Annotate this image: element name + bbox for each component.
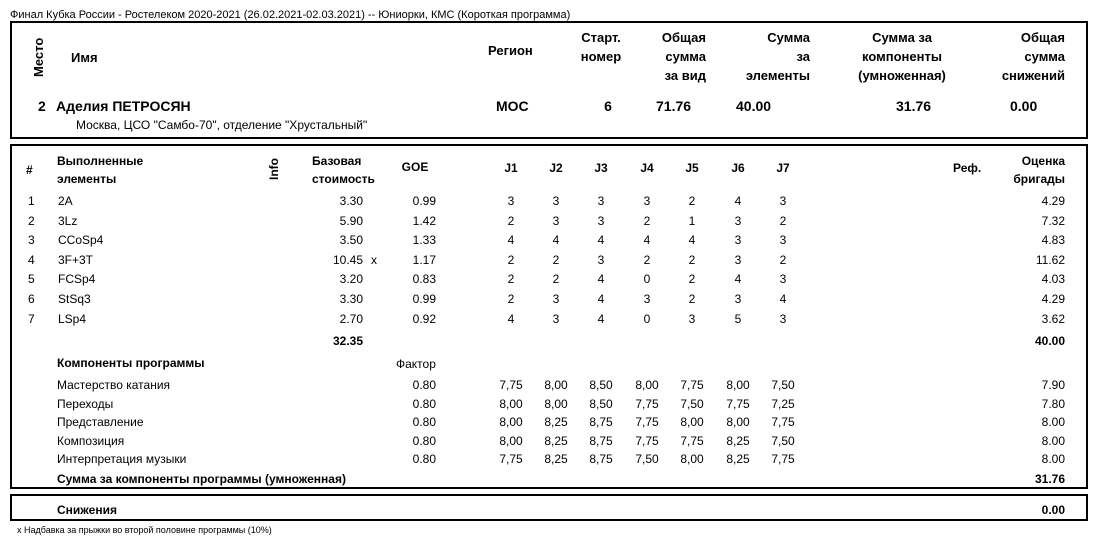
total-header: Общая сумма за вид [661, 30, 706, 83]
elements-sum-header: Сумма за элементы [745, 30, 810, 83]
skater-components: 31.76 [896, 98, 932, 114]
j6-header: J6 [731, 161, 745, 175]
element-number: 3 [28, 233, 35, 248]
elements-header: Выполненные элементы [57, 154, 144, 186]
element-judge-score: 4 [597, 292, 605, 306]
element-code: LSp4 [58, 311, 87, 326]
element-code: FCSp4 [58, 272, 96, 287]
element-base-value: 3.20 [339, 272, 363, 287]
element-goe: 1.33 [412, 233, 436, 248]
element-base-value: 10.45 [332, 252, 363, 267]
element-goe: 0.83 [412, 272, 436, 287]
element-judge-score: 3 [779, 311, 787, 326]
element-panel-score: 11.62 [1035, 252, 1065, 267]
skater-place: 2 [38, 98, 46, 114]
element-panel-score: 4.29 [1041, 194, 1065, 208]
element-judge-score: 4 [597, 233, 605, 248]
component-judge-score: 7,75 [499, 378, 523, 392]
element-number: 6 [28, 292, 35, 306]
element-judge-score: 3 [734, 213, 742, 228]
element-base-value: 3.50 [339, 233, 363, 248]
base-value-total: 32.35 [332, 334, 363, 348]
component-judge-score: 7,75 [680, 433, 704, 448]
element-judge-score: 2 [779, 252, 787, 267]
component-judge-score: 8,50 [589, 378, 613, 392]
element-judge-score: 3 [507, 194, 515, 208]
factor-header: Фактор [396, 357, 436, 371]
component-judge-score: 7,50 [635, 452, 659, 467]
component-judge-score: 8,00 [680, 452, 704, 467]
element-judge-score: 4 [552, 233, 560, 248]
element-judge-score: 4 [597, 311, 605, 326]
element-judge-score: 4 [507, 311, 515, 326]
element-judge-score: 4 [597, 272, 605, 287]
component-judge-score: 8,00 [726, 378, 750, 392]
element-judge-score: 5 [734, 311, 742, 326]
info-header: Info [267, 158, 281, 180]
component-judge-score: 8,75 [589, 452, 613, 467]
element-goe: 1.17 [412, 252, 436, 267]
element-number: 4 [28, 252, 35, 267]
element-judge-score: 2 [507, 272, 515, 287]
footnote: x Надбавка за прыжки во второй половине программы (10%) [17, 525, 272, 535]
element-code: 3F+3T [58, 252, 94, 267]
j3-header: J3 [594, 161, 608, 175]
element-judge-score: 2 [507, 252, 515, 267]
element-base-value: 5.90 [339, 213, 363, 228]
element-judge-score: 0 [643, 311, 651, 326]
element-goe: 0.99 [412, 292, 436, 306]
component-judge-score: 7,75 [771, 415, 795, 430]
skater-deductions: 0.00 [1010, 98, 1038, 114]
element-judge-score: 3 [779, 272, 787, 287]
element-goe: 0.99 [412, 194, 436, 208]
component-judge-score: 8,00 [499, 415, 523, 430]
component-name: Интерпретация музыки [57, 452, 187, 467]
component-judge-score: 8,25 [726, 433, 750, 448]
element-code: 3Lz [58, 213, 78, 228]
start-header: Старт. номер [580, 30, 622, 64]
element-judge-score: 2 [552, 252, 560, 267]
element-judge-score: 3 [734, 233, 742, 248]
num-header: # [26, 163, 33, 177]
element-judge-score: 4 [779, 292, 787, 306]
component-judge-score: 7,75 [680, 378, 704, 392]
base-value-header: Базовая стоимость [312, 154, 375, 186]
element-judge-score: 2 [688, 252, 696, 267]
component-judge-score: 8,00 [680, 415, 704, 430]
component-judge-score: 8,25 [726, 452, 750, 467]
element-panel-score: 4.03 [1041, 272, 1065, 287]
element-judge-score: 3 [597, 213, 605, 228]
skater-elements: 40.00 [736, 98, 772, 114]
component-judge-score: 8,25 [544, 452, 568, 467]
component-factor: 0.80 [412, 378, 436, 392]
element-judge-score: 2 [779, 213, 787, 228]
element-panel-score: 4.29 [1041, 292, 1065, 306]
name-header: Имя [71, 50, 98, 65]
element-judge-score: 2 [507, 292, 515, 306]
component-judge-score: 7,75 [726, 396, 750, 411]
component-factor: 0.80 [412, 452, 436, 467]
components-sum-header: Сумма за компоненты (умноженная) [858, 30, 946, 83]
components-header: Компоненты программы [57, 356, 205, 370]
element-judge-score: 2 [688, 292, 696, 306]
component-judge-score: 8,00 [726, 415, 750, 430]
element-base-value: 3.30 [339, 194, 363, 208]
element-judge-score: 3 [597, 252, 605, 267]
component-judge-score: 8,25 [544, 415, 568, 430]
element-code: 2A [58, 194, 73, 208]
elements-score-total: 40.00 [1034, 334, 1065, 348]
element-judge-score: 2 [688, 194, 696, 208]
j1-header: J1 [504, 161, 518, 175]
component-panel-score: 7.90 [1041, 378, 1065, 392]
component-judge-score: 7,50 [771, 378, 795, 392]
skater-total: 71.76 [656, 98, 692, 114]
element-judge-score: 4 [507, 233, 515, 248]
components-total: 31.76 [1034, 472, 1065, 486]
element-judge-score: 4 [643, 233, 651, 248]
component-name: Композиция [57, 433, 125, 448]
element-goe: 0.92 [412, 311, 436, 326]
element-judge-score: 3 [552, 194, 560, 208]
component-judge-score: 8,00 [544, 396, 568, 411]
element-goe: 1.42 [412, 213, 436, 228]
element-judge-score: 1 [688, 213, 696, 228]
element-number: 5 [28, 272, 35, 287]
component-judge-score: 7,75 [635, 415, 659, 430]
component-judge-score: 7,50 [771, 433, 795, 448]
element-number: 2 [28, 213, 35, 228]
element-judge-score: 2 [643, 213, 651, 228]
panel-score-header: Оценка бригады [1013, 154, 1065, 186]
component-panel-score: 8.00 [1041, 415, 1065, 430]
component-judge-score: 8,75 [589, 433, 613, 448]
component-factor: 0.80 [412, 396, 436, 411]
component-judge-score: 8,25 [544, 433, 568, 448]
component-judge-score: 8,00 [635, 378, 659, 392]
element-judge-score: 3 [779, 233, 787, 248]
element-panel-score: 3.62 [1041, 311, 1065, 326]
element-judge-score: 3 [734, 292, 742, 306]
element-info: x [371, 252, 377, 267]
j4-header: J4 [640, 161, 654, 175]
element-judge-score: 3 [688, 311, 696, 326]
goe-header: GOE [401, 160, 429, 174]
element-judge-score: 0 [643, 272, 651, 287]
deductions-box [10, 494, 1088, 521]
component-judge-score: 7,75 [499, 452, 523, 467]
element-judge-score: 2 [643, 252, 651, 267]
element-judge-score: 2 [507, 213, 515, 228]
element-judge-score: 3 [552, 213, 560, 228]
skater-name: Аделия ПЕТРОСЯН [56, 98, 191, 114]
component-panel-score: 7.80 [1041, 396, 1065, 411]
j5-header: J5 [685, 161, 699, 175]
j2-header: J2 [549, 161, 563, 175]
element-base-value: 3.30 [339, 292, 363, 306]
component-judge-score: 7,50 [680, 396, 704, 411]
component-judge-score: 8,50 [589, 396, 613, 411]
element-judge-score: 4 [688, 233, 696, 248]
element-judge-score: 2 [552, 272, 560, 287]
skater-start: 6 [604, 98, 612, 114]
element-panel-score: 7.32 [1041, 213, 1065, 228]
component-judge-score: 7,25 [771, 396, 795, 411]
element-judge-score: 3 [779, 194, 787, 208]
component-name: Мастерство катания [57, 378, 171, 392]
region-header: Регион [488, 43, 533, 58]
component-factor: 0.80 [412, 415, 436, 430]
element-judge-score: 4 [734, 272, 742, 287]
component-judge-score: 7,75 [635, 396, 659, 411]
component-judge-score: 8,75 [589, 415, 613, 430]
component-name: Переходы [57, 396, 114, 411]
element-base-value: 2.70 [339, 311, 363, 326]
ref-header: Реф. [953, 161, 982, 175]
element-number: 7 [28, 311, 35, 326]
document-title: Финал Кубка России - Ростелеком 2020-2021 (26.02.2021-02.03.2021) -- Юниорки, КМС (Короткая программа) [10, 9, 571, 21]
deductions-sum-header: Общая сумма снижений [1001, 30, 1065, 83]
deductions-total: 0.00 [1041, 503, 1065, 517]
element-judge-score: 3 [552, 311, 560, 326]
skater-region: MOC [496, 98, 529, 114]
element-number: 1 [28, 194, 35, 208]
element-code: StSq3 [58, 292, 91, 306]
component-panel-score: 8.00 [1041, 433, 1065, 448]
j7-header: J7 [776, 161, 790, 175]
element-judge-score: 3 [552, 292, 560, 306]
place-header: Место [31, 37, 46, 77]
component-name: Представление [57, 415, 144, 430]
component-panel-score: 8.00 [1041, 452, 1065, 467]
skater-club: Москва, ЦСО "Самбо-70", отделение "Хрустальный" [76, 118, 368, 132]
component-factor: 0.80 [412, 433, 436, 448]
component-judge-score: 7,75 [771, 452, 795, 467]
deductions-label: Снижения [57, 503, 117, 517]
component-judge-score: 8,00 [499, 433, 523, 448]
element-judge-score: 3 [643, 194, 651, 208]
element-judge-score: 3 [597, 194, 605, 208]
element-judge-score: 3 [643, 292, 651, 306]
element-judge-score: 4 [734, 194, 742, 208]
component-judge-score: 8,00 [499, 396, 523, 411]
component-judge-score: 8,00 [544, 378, 568, 392]
component-judge-score: 7,75 [635, 433, 659, 448]
element-panel-score: 4.83 [1041, 233, 1065, 248]
components-total-label: Сумма за компоненты программы (умноженная) [57, 472, 346, 486]
element-judge-score: 3 [734, 252, 742, 267]
element-judge-score: 2 [688, 272, 696, 287]
element-code: CCoSp4 [58, 233, 104, 248]
